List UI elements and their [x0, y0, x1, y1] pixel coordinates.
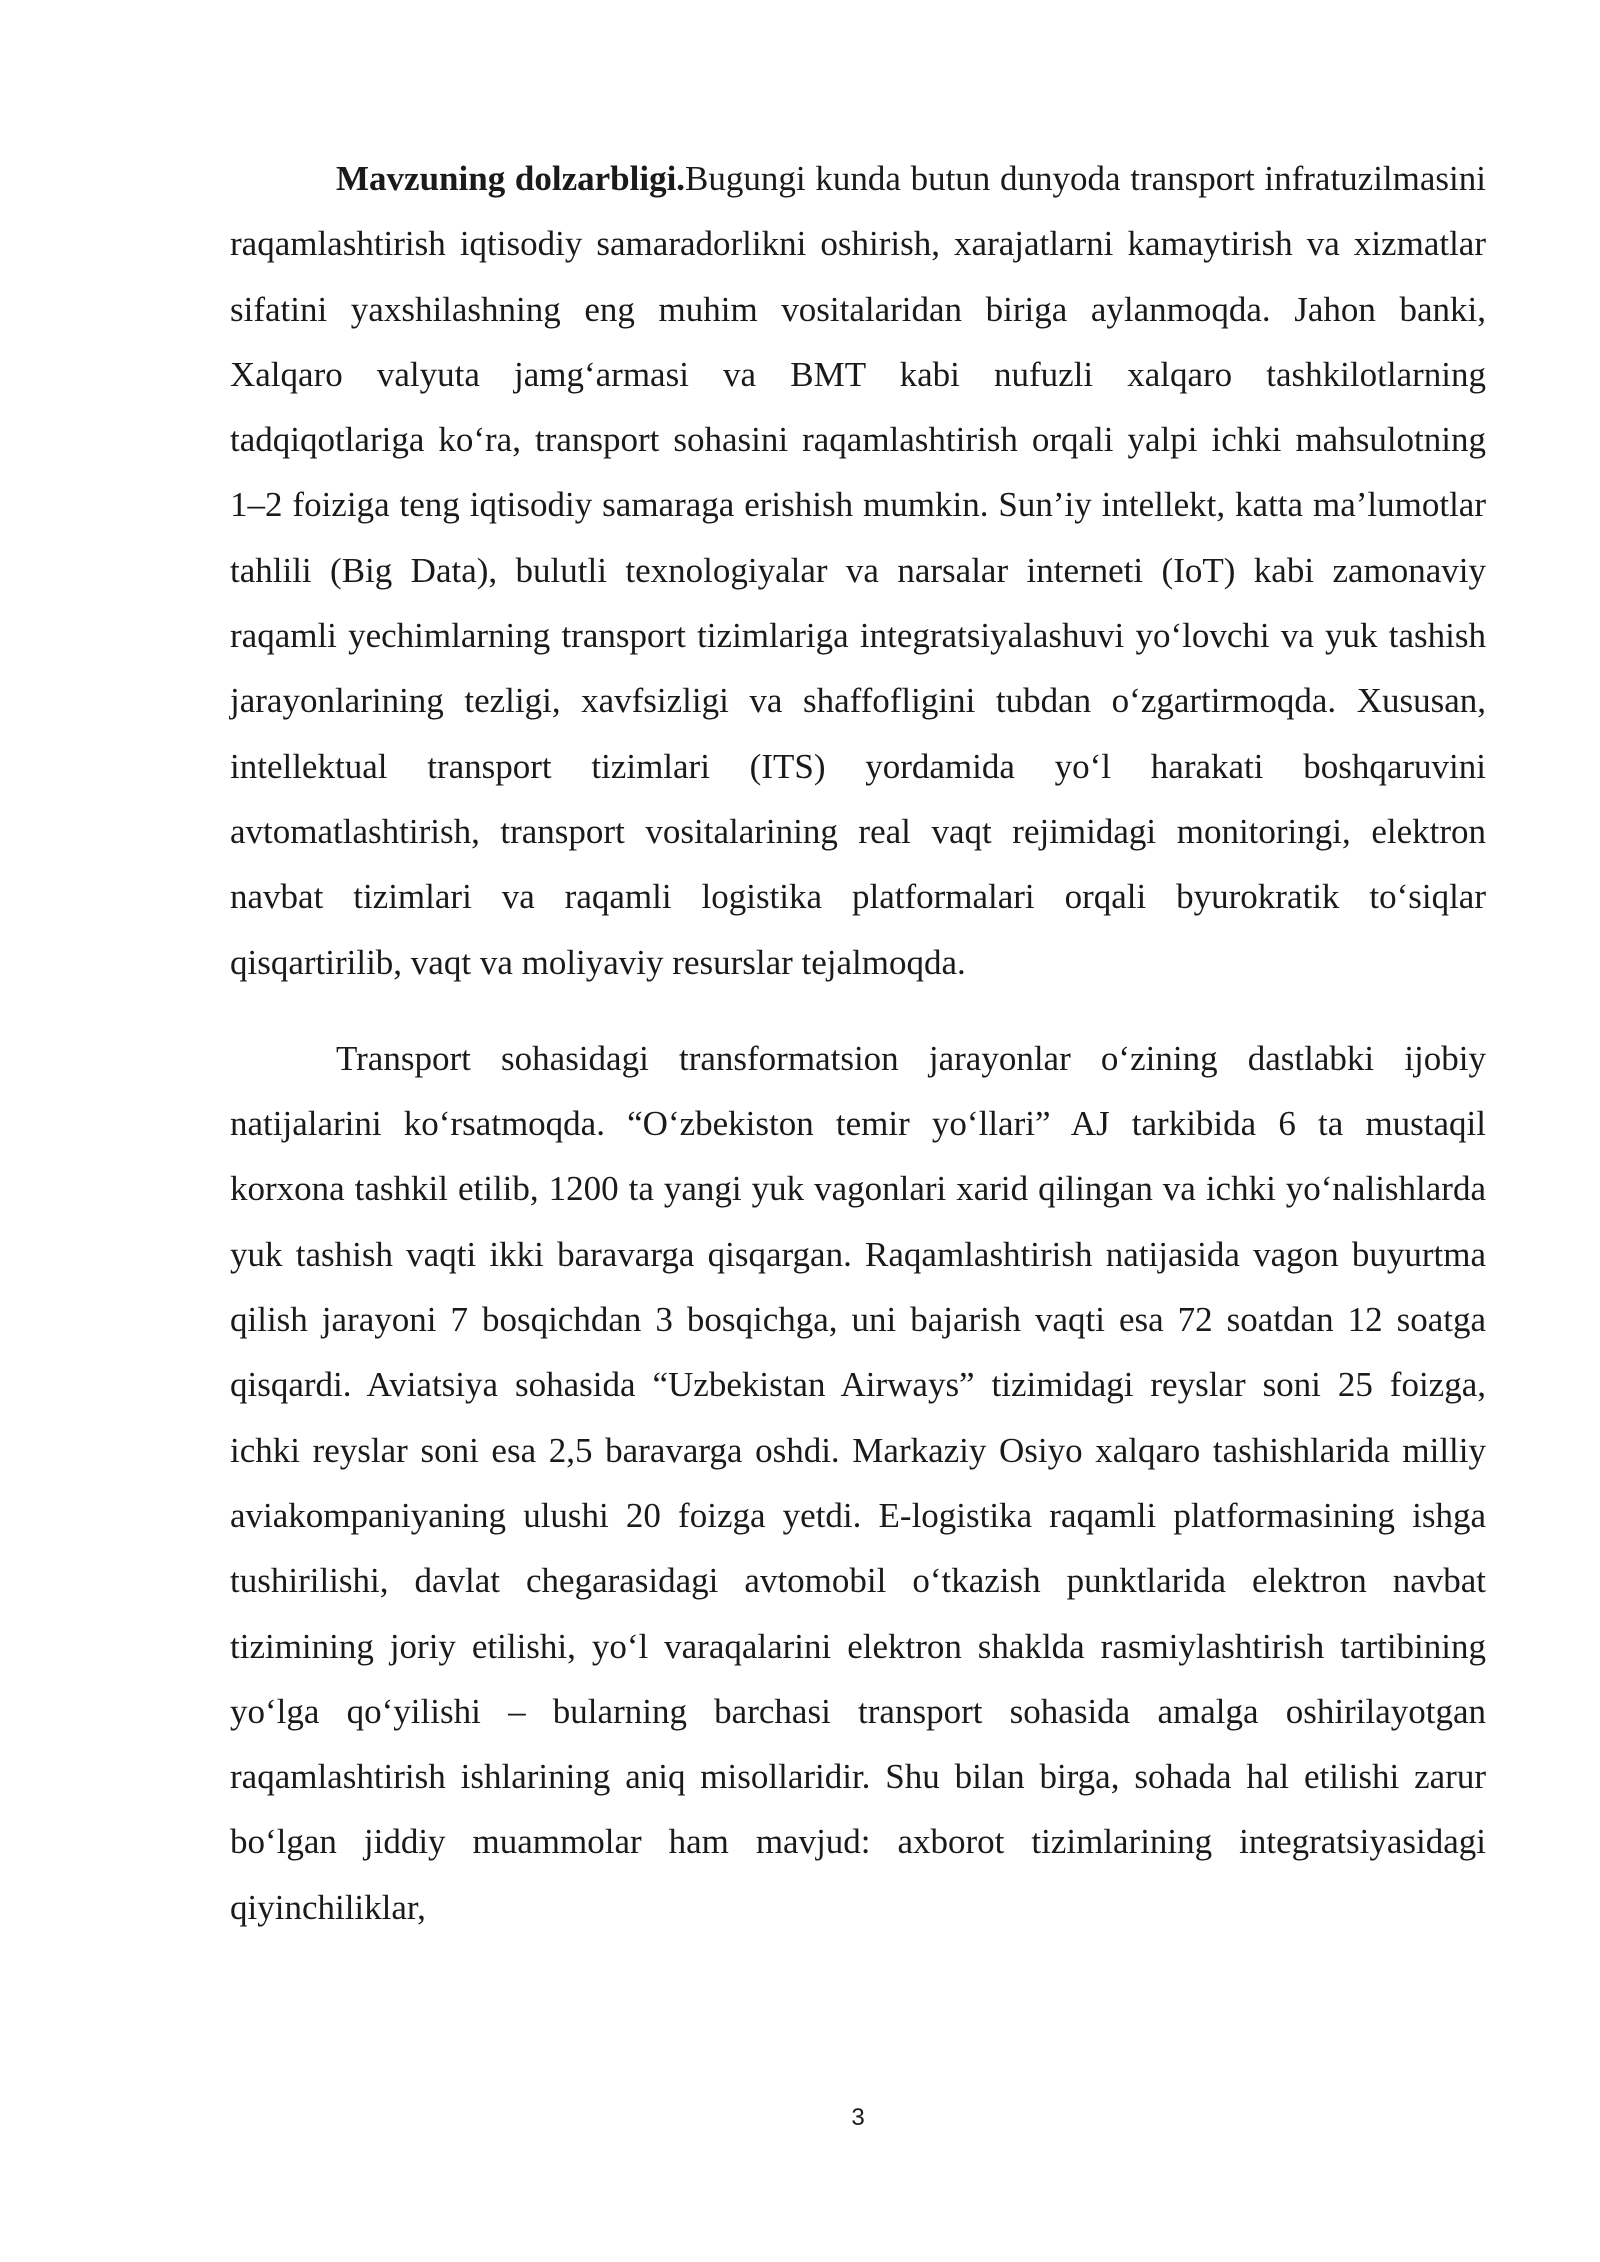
section-heading: Mavzuning dolzarbligi.	[336, 159, 686, 198]
paragraph-text: Bugungi kunda butun dunyoda transport infratuzilmasini raqamlashtirish iqtisodiy samaradorlikni oshirish, xarajatlarni kamaytirish va xizmatlar sifatini yaxshilashning eng muhim vositalaridan biriga aylanmoqda. Jahon banki, Xalqaro valyuta jamg‘armasi va BMT kabi nufuzli xalqaro tashkilotlarning tadqiqotlariga ko‘ra, transport sohasini raqamlashtirish orqali yalpi ichki mahsulotning 1–2 foiziga teng iqtisodiy samaraga erishish mumkin. Sun’iy intellekt, katta ma’lumotlar tahlili (Big Data), bulutli texnologiyalar va narsalar interneti (IoT) kabi zamonaviy raqamli yechimlarning transport tizimlariga integratsiyalashuvi yo‘lovchi va yuk tashish jarayonlarining tezligi, xavfsizligi va shaffofligini tubdan o‘zgartirmoqda. Xususan, intellektual transport tizimlari (ITS) yordamida yo‘l harakati boshqaruvini avtomatlashtirish, transport vositalarining real vaqt rejimidagi monitoringi, elektron navbat tizimlari va raqamli logistika platformalari orqali byurokratik to‘siqlar qisqartirilib, vaqt va moliyaviy resurslar tejalmoqda.	[230, 159, 1486, 982]
body-text	[230, 146, 1486, 1940]
page-number: 3	[851, 2104, 865, 2131]
paragraph-transport-results	[230, 1026, 1486, 1940]
paragraph-relevance	[230, 146, 1486, 995]
paragraph-text: Transport sohasidagi transformatsion jarayonlar o‘zining dastlabki ijobiy natijalarini ko‘rsatmoqda. “O‘zbekiston temir yo‘llari” AJ tarkibida 6 ta mustaqil korxona tashkil etilib, 1200 ta yangi yuk vagonlari xarid qilingan va ichki yo‘nalishlarda yuk tashish vaqti ikki baravarga qisqargan. Raqamlashtirish natijasida vagon buyurtma qilish jarayoni 7 bosqichdan 3 bosqichga, uni bajarish vaqti esa 72 soatdan 12 soatga qisqardi. Aviatsiya sohasida “Uzbekistan Airways” tizimidagi reyslar soni 25 foizga, ichki reyslar soni esa 2,5 baravarga oshdi. Markaziy Osiyo xalqaro tashishlarida milliy aviakompaniyaning ulushi 20 foizga yetdi. E-logistika raqamli platformasining ishga tushirilishi, davlat chegarasidagi avtomobil o‘tkazish punktlarida elektron navbat tizimining joriy etilishi, yo‘l varaqalarini elektron shaklda rasmiylashtirish tartibining yo‘lga qo‘yilishi – bularning barchasi transport sohasida amalga oshirilayotgan raqamlashtirish ishlarining aniq misollaridir. Shu bilan birga, sohada hal etilishi zarur bo‘lgan jiddiy muammolar ham mavjud: axborot tizimlarining integratsiyasidagi qiyinchiliklar,	[230, 1038, 1486, 1927]
